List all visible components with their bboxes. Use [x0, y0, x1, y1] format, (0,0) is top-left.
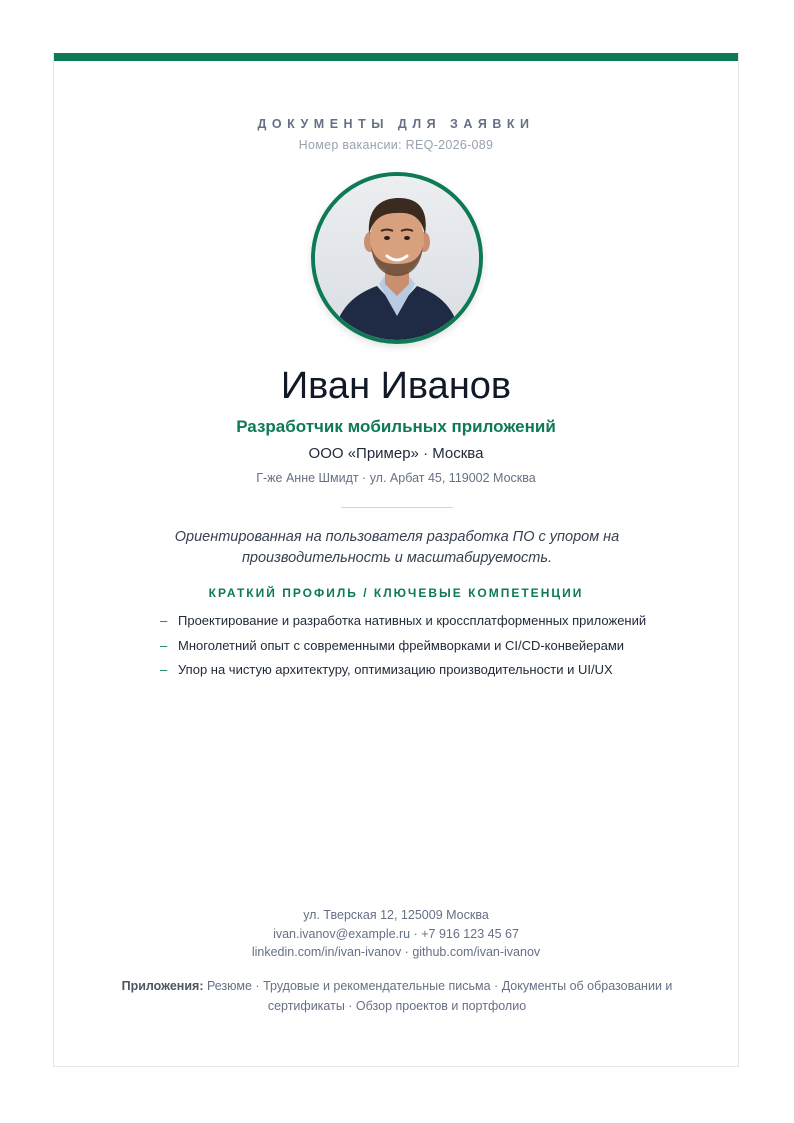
- attachments: [104, 977, 690, 1016]
- bullet-marker: –: [160, 662, 168, 677]
- candidate-name: Иван Иванов: [280, 365, 512, 407]
- summary-list: [160, 609, 646, 683]
- contact-links[interactable]: linkedin.com/in/ivan-ivanov · github.com/ivan-ivanov: [251, 945, 541, 959]
- contact-block: [54, 906, 738, 962]
- person-portrait-icon: [315, 176, 479, 340]
- company: ООО «Пример» · Москва: [308, 445, 484, 462]
- bullet-marker: –: [160, 613, 168, 628]
- attachments-text: Резюме · Трудовые и рекомендательные письма · Документы об образовании и сертификаты · Обзор проектов и портфолио: [206, 979, 673, 1013]
- vacancy-number: Номер вакансии: REQ-2026-089: [298, 138, 494, 152]
- addressee: Г-же Анне Шмидт · ул. Арбат 45, 119002 Москва: [256, 471, 536, 485]
- list-item-text: Упор на чистую архитектуру, оптимизацию производительности и UI/UX: [178, 662, 613, 677]
- divider: [341, 507, 453, 508]
- tagline: Ориентированная на пользователя разработка ПО с упором на производительность и масштабируемость.: [174, 529, 620, 566]
- accent-bar: [54, 53, 738, 61]
- bullet-marker: –: [160, 637, 168, 653]
- list-item: [160, 658, 646, 683]
- contact-address: ул. Тверская 12, 125009 Москва: [303, 908, 489, 922]
- cover-page: [53, 53, 739, 1067]
- profile-photo: [311, 172, 483, 344]
- document-kicker: ДОКУМЕНТЫ ДЛЯ ЗАЯВКИ: [257, 117, 535, 131]
- attachments-label: Приложения:: [121, 979, 204, 993]
- list-item-text: Проектирование и разработка нативных и кроссплатформенных приложений: [178, 613, 647, 628]
- contact-email-phone[interactable]: ivan.ivanov@example.ru · +7 916 123 45 67: [273, 926, 519, 941]
- list-item-text: Многолетний опыт с современными фреймворками и CI/CD-конвейерами: [178, 637, 625, 653]
- candidate-role: Разработчик мобильных приложений: [236, 417, 556, 436]
- list-item: [160, 634, 646, 659]
- list-item: [160, 609, 646, 634]
- summary-title: КРАТКИЙ ПРОФИЛЬ / КЛЮЧЕВЫЕ КОМПЕТЕНЦИИ: [208, 586, 584, 600]
